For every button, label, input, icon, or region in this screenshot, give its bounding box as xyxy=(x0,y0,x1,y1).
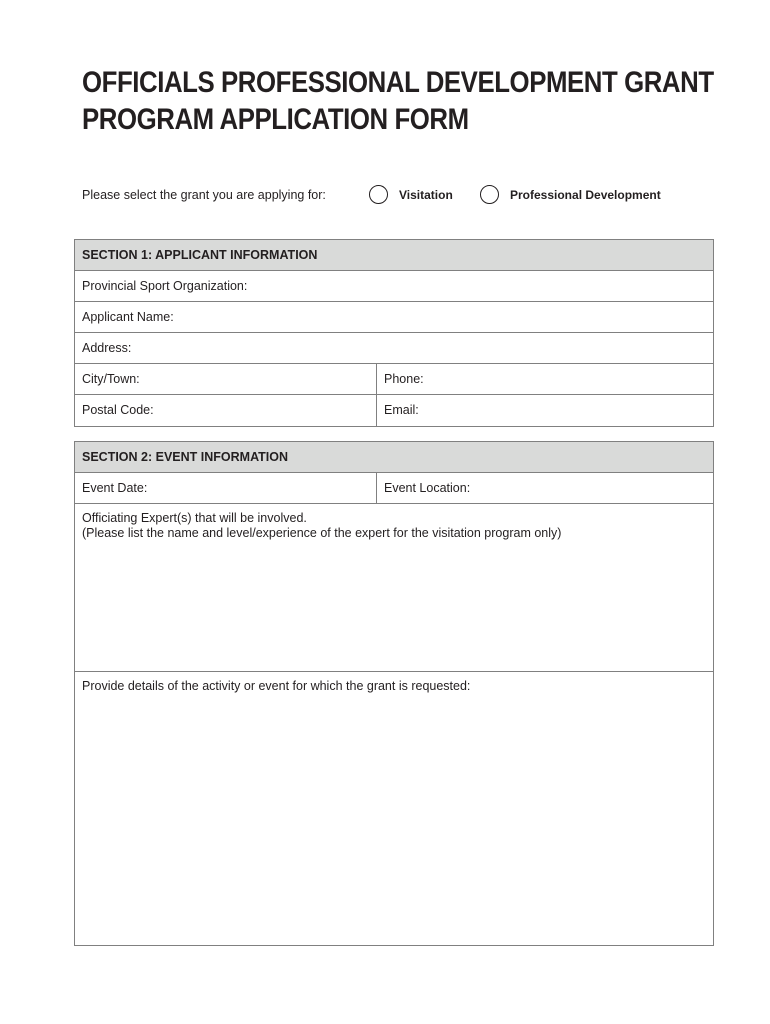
applicant-name-field[interactable] xyxy=(75,302,713,332)
email-field[interactable] xyxy=(377,395,713,426)
event-location-label: Event Location: xyxy=(384,481,471,495)
event-date-field[interactable] xyxy=(75,473,377,503)
postal-email-row xyxy=(75,395,713,426)
email-label: Email: xyxy=(384,403,419,417)
event-location-field[interactable] xyxy=(377,473,713,503)
section-1-header: SECTION 1: APPLICANT INFORMATION xyxy=(75,240,713,271)
applicant-name-row xyxy=(75,302,713,333)
section-2-header: SECTION 2: EVENT INFORMATION xyxy=(75,442,713,473)
event-date-location-row xyxy=(75,473,713,504)
professional-development-label: Professional Development xyxy=(510,188,661,202)
address-label: Address: xyxy=(82,341,132,355)
pso-label: Provincial Sport Organization: xyxy=(82,279,248,293)
city-label: City/Town: xyxy=(82,372,140,386)
officiating-experts-note: (Please list the name and level/experience of the expert for the visitation program only) xyxy=(82,526,562,540)
address-row xyxy=(75,333,713,364)
postal-code-field[interactable] xyxy=(75,395,377,426)
address-field[interactable] xyxy=(75,333,713,363)
section-event-information xyxy=(74,441,714,946)
grant-selection-row xyxy=(82,186,702,206)
officiating-experts-label: Officiating Expert(s) that will be involved. xyxy=(82,511,307,525)
officiating-experts-field[interactable] xyxy=(75,504,713,672)
city-field[interactable] xyxy=(75,364,377,394)
section-applicant-information xyxy=(74,239,714,427)
activity-details-field[interactable] xyxy=(75,672,713,945)
pso-row xyxy=(75,271,713,302)
professional-development-radio[interactable] xyxy=(480,185,499,204)
visitation-radio[interactable] xyxy=(369,185,388,204)
pso-field[interactable] xyxy=(75,271,713,301)
activity-details-label: Provide details of the activity or event for which the grant is requested: xyxy=(82,679,471,693)
form-title-line-2: PROGRAM APPLICATION FORM xyxy=(82,103,469,136)
postal-code-label: Postal Code: xyxy=(82,403,154,417)
grant-prompt: Please select the grant you are applying for: xyxy=(82,188,326,202)
form-title xyxy=(82,64,714,138)
city-phone-row xyxy=(75,364,713,395)
event-date-label: Event Date: xyxy=(82,481,148,495)
phone-field[interactable] xyxy=(377,364,713,394)
applicant-name-label: Applicant Name: xyxy=(82,310,174,324)
visitation-label: Visitation xyxy=(399,188,453,202)
phone-label: Phone: xyxy=(384,372,424,386)
form-title-line-1: OFFICIALS PROFESSIONAL DEVELOPMENT GRANT xyxy=(82,66,714,99)
